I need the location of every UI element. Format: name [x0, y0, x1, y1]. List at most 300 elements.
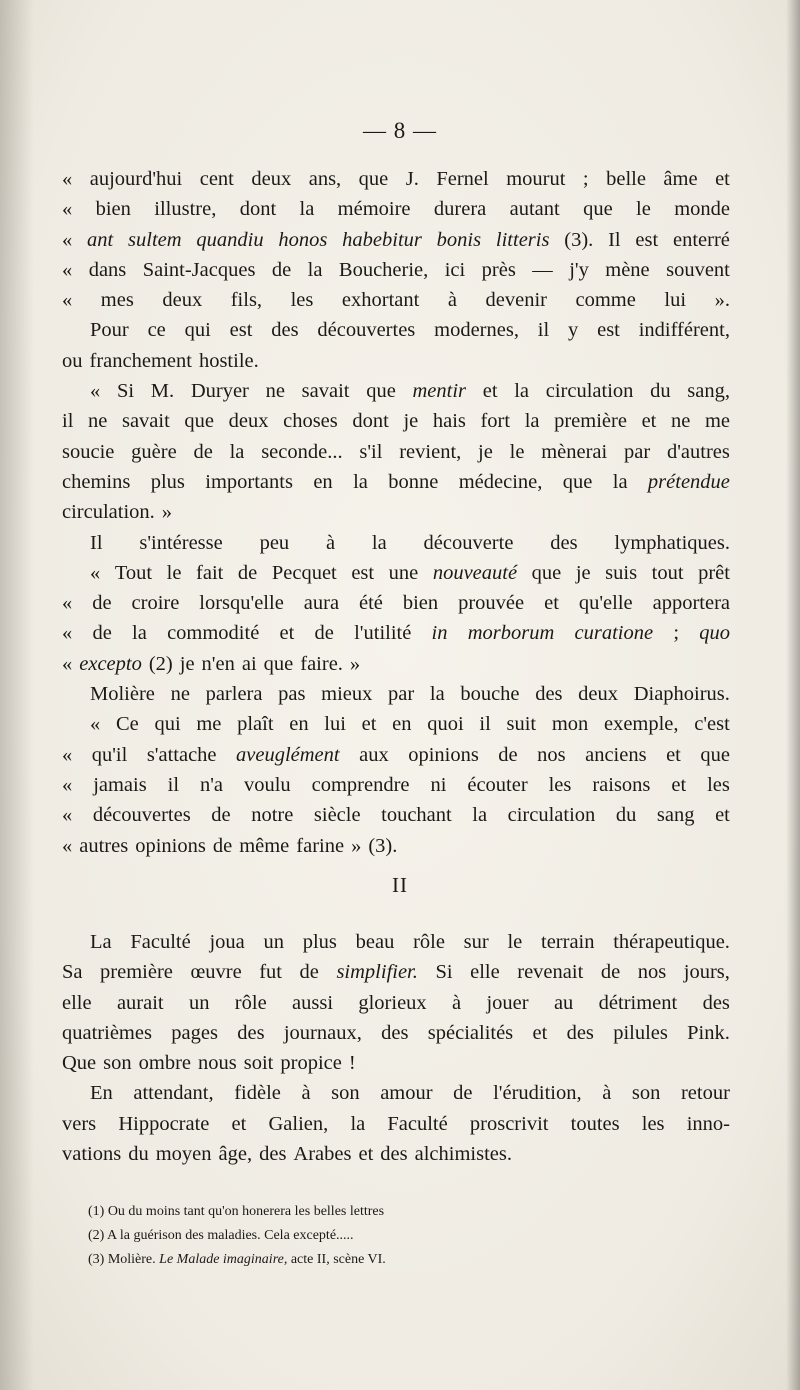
- word: des: [237, 1021, 265, 1044]
- word: «: [62, 652, 73, 675]
- word: s'il: [359, 440, 383, 463]
- word: même: [239, 834, 290, 857]
- word: la: [353, 470, 368, 493]
- word: ombre: [138, 1052, 192, 1075]
- text-line: [62, 1078, 730, 1108]
- word: beau: [355, 931, 395, 953]
- word: in: [431, 622, 448, 645]
- word: farine: [296, 834, 345, 857]
- word: il: [537, 319, 550, 342]
- word: Arabes: [293, 1143, 352, 1166]
- word: (2): [148, 652, 173, 675]
- text-line: [62, 376, 730, 406]
- word: nous: [198, 1052, 237, 1075]
- word: exhortant: [341, 289, 420, 312]
- footnote-3-suffix: acte II, scène VI.: [290, 1252, 386, 1267]
- word: il: [167, 773, 180, 796]
- text-line: [62, 831, 730, 861]
- word: quoi: [427, 713, 464, 736]
- word: «: [90, 713, 101, 736]
- word: mourut: [506, 168, 566, 190]
- word: lorsqu'elle: [199, 592, 284, 615]
- word: elle: [470, 961, 500, 984]
- word: des: [381, 1021, 409, 1044]
- word: de: [314, 622, 334, 645]
- text-line: [62, 1139, 730, 1169]
- word: aurait: [116, 991, 164, 1014]
- word: joua: [209, 931, 245, 953]
- text-line: [62, 770, 730, 800]
- word: œuvre: [190, 961, 242, 984]
- word: »: [161, 501, 173, 524]
- word: et: [482, 380, 498, 403]
- footnotes: [88, 1200, 386, 1272]
- word: de: [211, 804, 231, 827]
- word: qui: [184, 319, 211, 342]
- word: des: [550, 531, 578, 554]
- word: Que: [62, 1052, 97, 1075]
- word: modernes,: [434, 319, 519, 342]
- word: à: [452, 991, 462, 1014]
- word: le: [507, 931, 523, 953]
- word: bonne: [388, 470, 439, 493]
- word: simplifier.: [336, 961, 418, 984]
- word: Si: [116, 380, 135, 403]
- word: sang: [656, 804, 695, 827]
- word: écouter: [467, 773, 528, 796]
- word: dont: [352, 410, 389, 433]
- word: je: [179, 652, 195, 675]
- word: »: [351, 834, 362, 857]
- word: suit: [506, 713, 537, 736]
- word: Ce: [115, 713, 139, 736]
- word: la: [350, 1112, 366, 1135]
- word: qu'elle: [578, 592, 633, 615]
- word: Tout: [114, 561, 153, 584]
- text-line: [62, 315, 730, 345]
- word: mentir: [412, 380, 467, 403]
- word: le: [636, 198, 651, 221]
- word: plus: [150, 470, 185, 493]
- word: dont: [239, 198, 277, 221]
- body-text-upper: [62, 164, 730, 861]
- word: une: [388, 561, 419, 584]
- text-line: [62, 528, 730, 558]
- word: ne: [670, 410, 691, 433]
- text-line: [62, 194, 730, 224]
- word: en: [392, 713, 412, 736]
- word: «: [62, 228, 73, 251]
- word: fut: [259, 961, 282, 984]
- word: toutes: [570, 1112, 620, 1135]
- word: prétendue: [647, 470, 730, 493]
- word: lui: [324, 713, 346, 736]
- word: importants: [205, 470, 293, 493]
- word: cent: [199, 168, 234, 190]
- word: circulation: [545, 380, 634, 403]
- word: que: [562, 470, 593, 493]
- word: plaît: [237, 713, 274, 736]
- word: aux: [359, 743, 389, 766]
- word: «: [90, 561, 101, 584]
- word: il: [479, 713, 491, 736]
- word: de: [92, 592, 112, 615]
- word: les: [641, 1112, 665, 1135]
- word: que: [531, 561, 562, 584]
- word: vers: [62, 1112, 97, 1135]
- text-line: [62, 649, 730, 679]
- word: la: [524, 410, 540, 433]
- word: exemple,: [603, 713, 679, 736]
- word: de: [600, 961, 621, 984]
- word: la: [299, 198, 315, 221]
- word: de: [212, 834, 233, 857]
- word: Pecquet: [271, 561, 337, 584]
- word: faire.: [300, 652, 343, 675]
- word: franchement: [89, 349, 192, 372]
- word: parlera: [205, 683, 263, 706]
- word: peu: [259, 531, 290, 554]
- word: et: [532, 1021, 548, 1044]
- word: ou: [62, 349, 83, 372]
- word: ans,: [308, 168, 342, 190]
- word: elle: [62, 991, 92, 1014]
- word: Diaphoirus.: [633, 683, 730, 706]
- word: tout: [651, 561, 684, 584]
- word: Pour: [90, 319, 129, 342]
- word: jamais: [93, 773, 147, 796]
- page-number: — 8 —: [363, 118, 437, 143]
- word: Faculté: [387, 1112, 448, 1135]
- word: retour: [680, 1082, 730, 1105]
- word: apportera: [652, 592, 730, 615]
- word: glorieux: [358, 991, 427, 1014]
- word: je: [575, 561, 591, 584]
- word: du: [615, 804, 637, 827]
- word: et: [231, 1112, 247, 1135]
- word: par: [624, 440, 651, 463]
- word: litteris: [495, 228, 550, 251]
- text-line: [62, 497, 730, 527]
- page-edge-shadow: [786, 0, 800, 1390]
- word: pages: [171, 1021, 218, 1044]
- word: mieux: [321, 683, 373, 706]
- word: Saint-Jacques: [142, 258, 256, 281]
- word: «: [62, 773, 73, 796]
- word: médecine,: [458, 470, 543, 493]
- word: bonis: [436, 228, 482, 251]
- word: opinions: [408, 743, 479, 766]
- word: des: [702, 991, 730, 1014]
- word: mes: [100, 289, 134, 312]
- word: le: [166, 561, 182, 584]
- word: vations: [62, 1143, 122, 1166]
- word: bouche: [460, 683, 520, 706]
- word: que: [583, 198, 613, 221]
- word: excepto: [79, 652, 142, 675]
- word: quandiu: [196, 228, 264, 251]
- word: mène: [605, 258, 650, 281]
- text-line: [62, 927, 730, 957]
- word: l'érudition,: [493, 1082, 582, 1105]
- word: opinions: [135, 834, 206, 857]
- word: raisons: [592, 773, 651, 796]
- word: devenir: [485, 289, 547, 312]
- word: s'attache: [146, 743, 217, 766]
- word: son: [331, 1082, 360, 1105]
- word: des: [380, 1143, 408, 1166]
- word: enterré: [672, 228, 730, 251]
- word: mènerai: [541, 440, 608, 463]
- word: journaux,: [283, 1021, 362, 1044]
- footnote-2: (2) A la guérison des maladies. Cela excepté.....: [88, 1228, 354, 1243]
- word: à: [447, 289, 457, 312]
- word: des: [271, 319, 299, 342]
- word: !: [348, 1052, 356, 1075]
- word: «: [62, 592, 73, 615]
- word: est: [635, 228, 659, 251]
- word: découvertes: [317, 319, 416, 342]
- word: »: [349, 652, 361, 675]
- word: quo: [699, 622, 730, 645]
- word: de: [193, 440, 213, 463]
- word: «: [62, 168, 73, 190]
- word: ;: [582, 168, 589, 190]
- word: habebitur: [342, 228, 422, 251]
- word: Galien,: [268, 1112, 329, 1135]
- text-line: [62, 255, 730, 285]
- word: ici: [444, 258, 466, 281]
- word: et: [279, 622, 295, 645]
- body-text-lower: [62, 927, 730, 1169]
- text-line: [62, 558, 730, 588]
- word: est: [229, 319, 253, 342]
- word: «: [62, 289, 73, 312]
- word: comme: [575, 289, 636, 312]
- word: la: [514, 380, 530, 403]
- word: thérapeutique.: [613, 931, 730, 953]
- word: découvertes: [92, 804, 191, 827]
- word: J.: [405, 168, 419, 190]
- word: autant: [509, 198, 560, 221]
- word: la: [429, 683, 445, 706]
- word: siècle: [313, 804, 361, 827]
- word: souvent: [666, 258, 730, 281]
- word: il: [62, 410, 74, 433]
- word: je: [478, 440, 493, 463]
- word: par: [388, 683, 415, 706]
- word: spécialités: [427, 1021, 514, 1044]
- word: ne: [265, 380, 285, 403]
- word: en: [313, 470, 333, 493]
- word: (3).: [368, 834, 398, 857]
- word: Il: [90, 531, 103, 554]
- word: amour: [380, 1082, 433, 1105]
- word: et: [358, 1143, 374, 1166]
- word: et: [715, 168, 730, 190]
- word: autres: [79, 834, 129, 857]
- word: ant: [87, 228, 114, 251]
- text-line: [62, 588, 730, 618]
- word: et: [715, 804, 730, 827]
- section-heading: II: [392, 873, 408, 897]
- word: du: [128, 1143, 149, 1166]
- word: j'y: [569, 258, 589, 281]
- word: les: [548, 773, 572, 796]
- word: ne: [88, 410, 108, 433]
- word: Duryer: [190, 380, 249, 403]
- word: Il: [608, 228, 621, 251]
- word: un: [263, 931, 284, 953]
- word: à: [301, 1082, 311, 1105]
- word: curatione: [574, 622, 654, 645]
- word: ni: [430, 773, 447, 796]
- word: ai: [241, 652, 257, 675]
- word: de: [498, 743, 518, 766]
- word: et: [641, 410, 657, 433]
- text-line: [62, 285, 730, 315]
- word: ».: [714, 289, 730, 312]
- word: morborum: [467, 622, 555, 645]
- footnote-1: (1) Ou du moins tant qu'on honerera les belles lettres: [88, 1204, 385, 1219]
- word: bien: [402, 592, 439, 615]
- word: des: [566, 1021, 594, 1044]
- text-line: [62, 225, 730, 255]
- word: touchant: [381, 804, 452, 827]
- footnote-3-title: Le Malade imaginaire,: [159, 1252, 288, 1267]
- word: chemins: [62, 470, 131, 493]
- word: le: [509, 440, 525, 463]
- word: première: [554, 410, 627, 433]
- word: plus: [302, 931, 337, 953]
- word: fait: [196, 561, 224, 584]
- word: «: [62, 804, 73, 827]
- word: attendant,: [133, 1082, 214, 1105]
- word: durera: [433, 198, 487, 221]
- word: que: [366, 380, 396, 403]
- word: près: [481, 258, 516, 281]
- word: s'intéresse: [139, 531, 223, 554]
- word: circulation: [507, 804, 596, 827]
- text-line: [62, 679, 730, 709]
- word: n'en: [201, 652, 235, 675]
- word: première: [100, 961, 173, 984]
- word: ce: [147, 319, 166, 342]
- word: jouer: [486, 991, 529, 1014]
- word: jours,: [683, 961, 730, 984]
- word: détriment: [598, 991, 678, 1014]
- word: Si: [435, 961, 453, 984]
- word: M.: [150, 380, 175, 403]
- word: honos: [278, 228, 328, 251]
- word: Faculté: [130, 931, 191, 953]
- word: découverte: [423, 531, 514, 554]
- word: illustre,: [154, 198, 217, 221]
- word: savait: [301, 380, 350, 403]
- word: ne: [170, 683, 190, 706]
- word: la: [371, 531, 387, 554]
- word: aura: [303, 592, 340, 615]
- word: qu'il: [91, 743, 128, 766]
- word: mon: [551, 713, 589, 736]
- word: d'autres: [666, 440, 730, 463]
- word: aussi: [292, 991, 334, 1014]
- word: soucie: [62, 440, 115, 463]
- footnote-3-ref: (3) Molière.: [88, 1252, 156, 1267]
- word: que: [184, 410, 215, 433]
- word: propice: [280, 1052, 342, 1075]
- word: fort: [480, 410, 511, 433]
- word: «: [62, 743, 73, 766]
- word: à: [325, 531, 336, 554]
- word: «: [62, 258, 73, 281]
- word: me: [196, 713, 222, 736]
- word: nos: [537, 743, 566, 766]
- word: que: [700, 743, 730, 766]
- word: pas: [278, 683, 306, 706]
- word: sang,: [687, 380, 730, 403]
- word: est: [351, 561, 375, 584]
- word: âme: [663, 168, 698, 190]
- word: et: [666, 743, 681, 766]
- word: quatrièmes: [62, 1021, 152, 1044]
- word: sur: [463, 931, 489, 953]
- text-line: [62, 1109, 730, 1139]
- word: de: [271, 258, 292, 281]
- word: circulation.: [62, 501, 155, 524]
- word: n'a: [199, 773, 224, 796]
- word: revenait: [517, 961, 584, 984]
- word: belle: [606, 168, 646, 190]
- word: et: [544, 592, 559, 615]
- word: au: [553, 991, 574, 1014]
- word: choses: [283, 410, 338, 433]
- word: je: [403, 410, 419, 433]
- text-line: [62, 1048, 730, 1078]
- word: est: [597, 319, 620, 342]
- word: la: [307, 258, 323, 281]
- text-line: [62, 957, 730, 987]
- word: sultem: [128, 228, 182, 251]
- word: En: [90, 1082, 113, 1105]
- word: me: [704, 410, 730, 433]
- word: revient,: [399, 440, 462, 463]
- word: rôle: [234, 991, 267, 1014]
- word: Molière: [90, 683, 155, 706]
- word: deux: [578, 683, 619, 706]
- binding-shadow: [0, 0, 34, 1390]
- word: guère: [131, 440, 177, 463]
- text-line: [62, 988, 730, 1018]
- word: en: [289, 713, 309, 736]
- word: fils,: [230, 289, 263, 312]
- word: indifférent,: [638, 319, 730, 342]
- word: âge,: [218, 1143, 253, 1166]
- word: pilules: [613, 1021, 668, 1044]
- word: les: [290, 289, 314, 312]
- word: qui: [154, 713, 181, 736]
- word: hais: [432, 410, 466, 433]
- word: rôle: [413, 931, 445, 953]
- word: un: [188, 991, 210, 1014]
- word: son: [631, 1082, 661, 1105]
- word: y: [568, 319, 579, 342]
- word: et: [361, 713, 377, 736]
- text-line: [62, 164, 730, 194]
- word: proscrivit: [469, 1112, 549, 1135]
- word: (3).: [564, 228, 594, 251]
- word: notre: [251, 804, 294, 827]
